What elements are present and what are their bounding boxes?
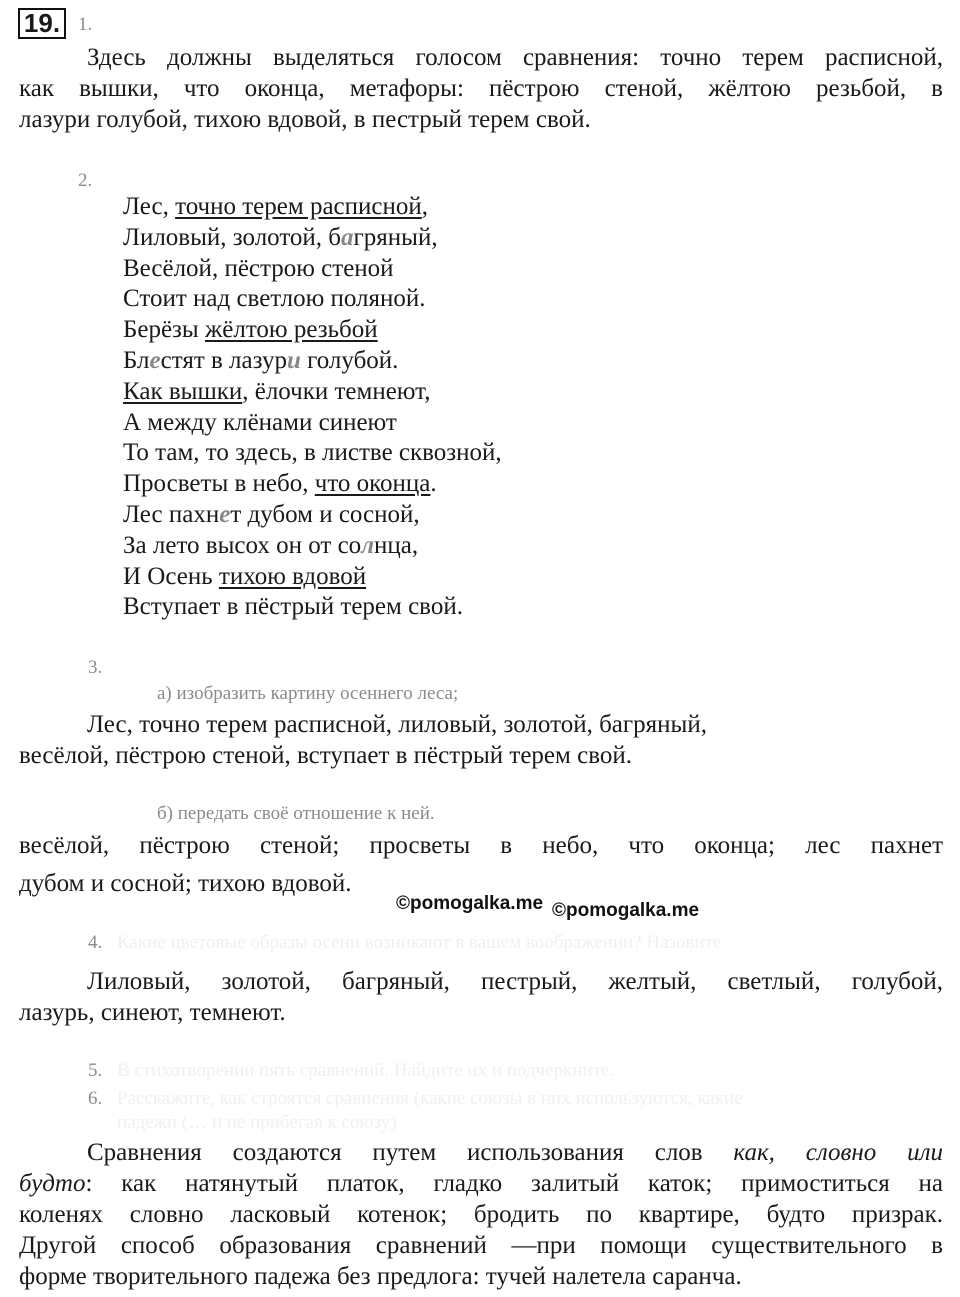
answer-6-line: Другой способ образования сравнений —при помощи существительного в [19,1232,943,1259]
question-label-6: 6. [88,1088,103,1109]
answer-1-line: лазури голубой, тихою вдовой, в пестрый терем свой. [19,106,591,133]
answer-3a [19,709,943,771]
poem-line: Блестят в лазури голубой. [123,346,399,374]
answer-6-line: форме творительного падежа без предлога: тучей налетела саранча. [19,1263,742,1290]
answer-6 [19,1137,943,1292]
answer-3a-line: весёлой, пёстрою стеной, вступает в пёстрый терем свой. [19,742,632,769]
faded-question-text: В стихотворении пять сравнений. Найдите их и подчеркните. [117,1060,615,1081]
sub-question-b: б) передать своё отношение к ней. [157,803,435,824]
poem-line: Вступает в пёстрый терем свой. [123,593,463,621]
answer-6-line: будто: как натянутый платок, гладко залитый каток; примоститься на [19,1170,943,1197]
answer-4-line: Лиловый, золотой, багряный, пестрый, желтый, светлый, голубой, [87,968,943,995]
task-number: 19. [18,8,66,39]
highlighted-letter: а [341,223,354,251]
highlighted-letter: л [361,531,375,559]
comparison-underline: точно терем расписной [175,193,422,220]
italic-conjunction: будто [19,1170,86,1197]
poem-line: То там, то здесь, в листве сквозной, [123,439,502,467]
highlighted-letter: и [286,346,301,374]
answer-3b [19,827,943,903]
poem-line: Просветы в небо, что оконца. [123,470,437,498]
answer-6-line: Сравнения создаются путем использования слов как, словно или [87,1139,943,1166]
poem [123,192,502,623]
poem-line: Лиловый, золотой, багряный, [123,223,438,251]
answer-6-line: коленях словно ласковый котенок; бродить по квартире, будто призрак. [19,1201,943,1228]
poem-line: А между клёнами синеют [123,408,397,436]
question-label-5: 5. [88,1060,103,1081]
comparison-underline: Как вышки [123,377,243,405]
highlighted-letter: е [219,500,231,528]
highlighted-letter: е [149,346,161,374]
question-label-4: 4. [88,932,103,953]
answer-3b-line: весёлой, пёстрою стеной; просветы в небо, что оконца; лес пахнет [19,832,943,859]
faded-question-text: Расскажите, как строятся сравнения (какие союзы в них используются, какие [117,1088,743,1109]
poem-line: Лес пахнет дубом и сосной, [123,500,420,528]
comparison-underline: что оконца [314,470,431,498]
poem-line: Как вышки, ёлочки темнеют, [123,377,431,405]
italic-conjunctions: как, словно или [733,1139,943,1166]
question-label-3: 3. [88,657,103,678]
sub-question-a: а) изобразить картину осеннего леса; [157,683,459,704]
answer-3a-line: Лес, точно терем расписной, лиловый, золотой, багряный, [87,711,707,738]
poem-line: Лес, точно терем расписной, [123,193,429,220]
answer-1 [19,42,943,135]
comparison-underline: жёлтою резьбой [204,316,378,344]
poem-line: Берёзы жёлтою резьбой [123,316,378,344]
poem-line: Весёлой, пёстрою стеной [123,254,394,282]
comparison-underline: тихою вдовой [218,562,367,590]
poem-line: И Осень тихою вдовой [123,562,367,590]
question-label-1: 1. [78,14,93,35]
answer-4-line: лазурь, синеют, темнеют. [19,999,286,1026]
answer-3b-line: дубом и сосной; тихою вдовой. [19,870,352,897]
poem-line: За лето высох он от солнца, [123,531,419,559]
poem-line: Стоит над светлою поляной. [123,285,426,313]
answer-1-line: Здесь должны выделяться голосом сравнения: точно терем расписной, [87,44,943,71]
faded-question-text: падежи (… и не прибегая к союзу) [117,1112,397,1133]
answer-1-line: как вышки, что оконца, метафоры: пёстрою стеной, жёлтою резьбой, в [19,75,943,102]
answer-4 [19,966,943,1028]
watermark: ©pomogalka.me [396,893,544,914]
question-label-2: 2. [78,170,93,191]
faded-question-text: Какие цветовые образы осени возникают в вашем воображении? Назовите [117,932,722,953]
watermark: ©pomogalka.me [552,900,700,921]
